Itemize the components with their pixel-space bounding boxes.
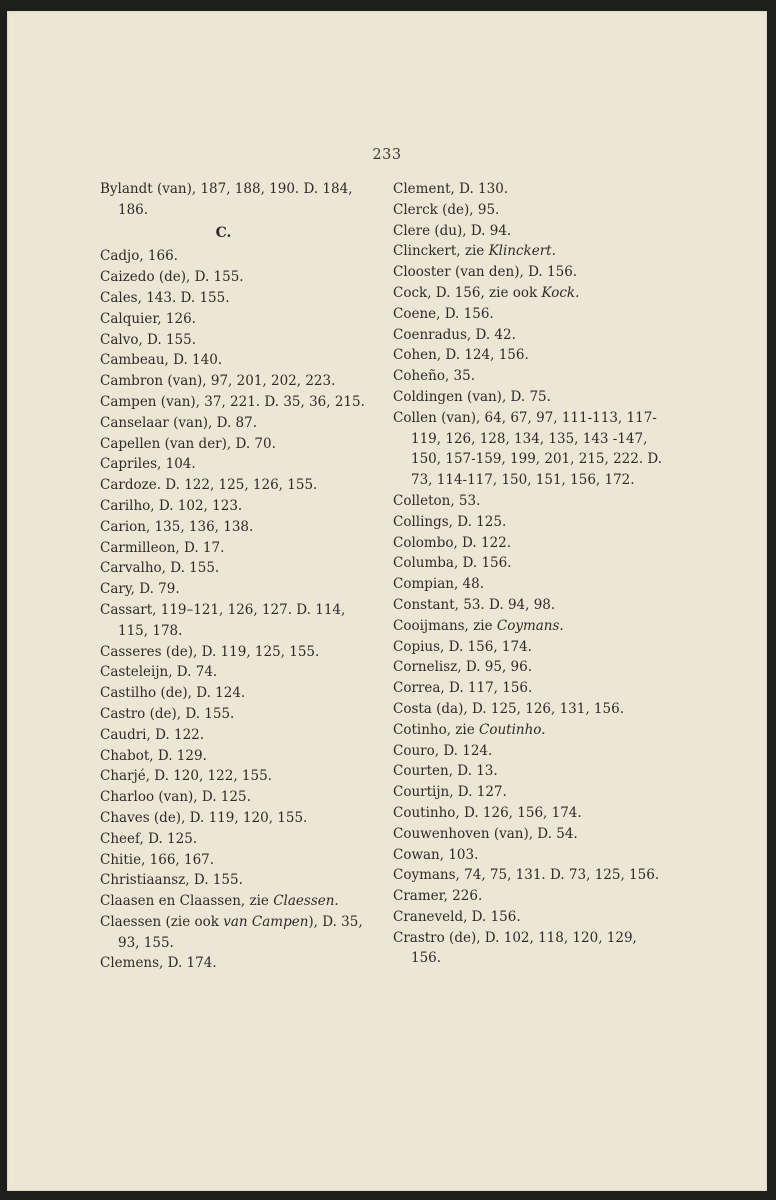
index-entry	[100, 246, 365, 267]
index-entry-text: Compian, 48.	[393, 576, 485, 593]
index-entry-text: Chitie, 166, 167.	[100, 851, 215, 868]
index-entry	[393, 616, 663, 637]
index-entry	[100, 517, 365, 538]
index-entry	[100, 870, 365, 891]
index-entry	[100, 309, 365, 330]
index-entry	[393, 720, 663, 741]
index-entry-crossref: Claessen.	[273, 893, 339, 910]
section-heading-c: C.	[215, 224, 232, 241]
index-entry	[100, 330, 365, 351]
index-entry	[393, 845, 663, 866]
index-entry-text: Capellen (van der), D. 70.	[100, 435, 276, 452]
index-entry	[393, 637, 663, 658]
index-entry-text: Cotinho, zie	[393, 721, 480, 738]
index-entry	[100, 725, 365, 746]
index-entry-text: Chaves (de), D. 119, 120, 155.	[100, 809, 308, 826]
index-entry-text: Clement, D. 130.	[393, 181, 509, 197]
index-entry	[393, 283, 663, 304]
index-entry	[393, 865, 663, 886]
index-entry-text: Collings, D. 125.	[393, 513, 507, 530]
index-entry-crossref: van Campen	[223, 913, 309, 930]
index-entry-text: Claessen (zie ook	[100, 913, 224, 930]
index-entry	[100, 891, 365, 912]
index-entry	[100, 350, 365, 371]
index-entry-text: Couro, D. 124.	[393, 742, 493, 759]
index-entry-text: Castilho (de), D. 124.	[100, 685, 246, 702]
index-entry	[100, 808, 365, 829]
index-entry-text: Carmilleon, D. 17.	[100, 539, 225, 556]
index-entry-text: Clooster (van den), D. 156.	[393, 264, 578, 281]
index-entry	[393, 803, 663, 824]
page-number: 233	[372, 147, 402, 163]
index-entry	[100, 850, 365, 871]
index-entry	[393, 761, 663, 782]
index-entry-text: Castro (de), D. 155.	[100, 705, 235, 722]
index-entry-text: Colleton, 53.	[393, 492, 481, 509]
index-entry	[393, 907, 663, 928]
index-entry-text: Colombo, D. 122.	[393, 534, 512, 551]
index-entry	[393, 699, 663, 720]
index-entry-text: Cramer, 226.	[393, 888, 483, 905]
index-entry	[100, 642, 365, 663]
index-entry-text: Clerck (de), 95.	[393, 201, 500, 218]
index-entry	[393, 262, 663, 283]
index-entry-text: Clinckert, zie	[393, 243, 489, 260]
index-entry-text: Copius, D. 156, 174.	[393, 638, 532, 655]
index-entry	[393, 387, 663, 408]
index-entry-text: Cock, D. 156, zie ook	[393, 284, 542, 301]
index-entry-text: Cadjo, 166.	[100, 248, 178, 265]
index-entry	[393, 782, 663, 803]
index-entries-left	[100, 246, 365, 974]
index-entry	[100, 683, 365, 704]
index-entry	[393, 553, 663, 574]
index-entry-text: Coutinho, D. 126, 156, 174.	[393, 804, 582, 821]
index-entry	[393, 741, 663, 762]
index-entry-text: Calvo, D. 155.	[100, 331, 197, 348]
index-entry-text: Carvalho, D. 155.	[100, 560, 220, 577]
index-entry	[100, 267, 365, 288]
index-entry	[100, 787, 365, 808]
index-entry-text: Cheef, D. 125.	[100, 830, 198, 847]
index-entry-text: Chabot, D. 129.	[100, 747, 207, 764]
index-entry	[100, 475, 365, 496]
index-entry-text: Coymans, 74, 75, 131. D. 73, 125, 156.	[393, 867, 660, 884]
index-entry-text: Crastro (de), D. 102, 118, 120, 129, 156.	[393, 929, 637, 967]
index-entry	[100, 454, 365, 475]
book-page	[7, 11, 767, 1191]
index-entry-text: Capriles, 104.	[100, 456, 196, 473]
index-entry-text: Couwenhoven (van), D. 54.	[393, 825, 578, 842]
index-column-right	[393, 179, 663, 969]
index-entry-text: Caudri, D. 122.	[100, 726, 205, 743]
index-entry-text: Cardoze. D. 122, 125, 126, 155.	[100, 477, 318, 494]
index-entry	[100, 288, 365, 309]
index-entry-text: Cales, 143. D. 155.	[100, 289, 230, 306]
index-entries-right	[393, 179, 663, 969]
index-entry	[100, 392, 365, 413]
index-entry-text: Carion, 135, 136, 138.	[100, 518, 254, 535]
index-entry-text: Bylandt (van), 187, 188, 190. D. 184, 186.	[100, 181, 353, 218]
index-entry	[100, 704, 365, 725]
index-entry	[393, 179, 663, 200]
index-entry	[100, 434, 365, 455]
index-entry-text: Claasen en Claassen, zie	[100, 893, 274, 910]
index-entry	[393, 533, 663, 554]
index-entry	[100, 496, 365, 517]
index-entry	[100, 371, 365, 392]
index-entry	[100, 829, 365, 850]
index-entry-text: Cambeau, D. 140.	[100, 352, 223, 369]
index-entry-text: Carilho, D. 102, 123.	[100, 497, 243, 514]
index-entry	[393, 657, 663, 678]
index-entry	[393, 824, 663, 845]
index-entry	[393, 678, 663, 699]
index-entry	[100, 413, 365, 434]
index-entry-text: Campen (van), 37, 221. D. 35, 36, 215.	[100, 393, 365, 410]
index-entry	[100, 662, 365, 683]
index-entry-text: Costa (da), D. 125, 126, 131, 156.	[393, 700, 624, 717]
index-entry	[100, 912, 365, 954]
index-entry	[393, 366, 663, 387]
index-entry-text: Cary, D. 79.	[100, 581, 180, 598]
index-entry	[393, 574, 663, 595]
index-entry-text: Charloo (van), D. 125.	[100, 789, 251, 806]
index-entry-text: Cohen, D. 124, 156.	[393, 347, 529, 364]
index-entry-text: Constant, 53. D. 94, 98.	[393, 596, 556, 613]
index-entry	[100, 179, 365, 221]
index-entry	[100, 746, 365, 767]
index-entry	[393, 928, 663, 970]
index-entry	[100, 558, 365, 579]
index-entry	[393, 325, 663, 346]
index-entry	[393, 200, 663, 221]
index-entry	[100, 953, 365, 974]
index-entry-text: Casseres (de), D. 119, 125, 155.	[100, 643, 320, 660]
index-entry-text: Courtijn, D. 127.	[393, 784, 507, 801]
index-entries-top	[100, 179, 365, 221]
index-entry-text-after: ), D. 35, 93, 155.	[118, 913, 363, 951]
index-entry-text: Coheño, 35.	[393, 368, 476, 385]
index-entry-text: Cambron (van), 97, 201, 202, 223.	[100, 373, 336, 390]
index-entry	[393, 304, 663, 325]
index-entry-text: Caizedo (de), D. 155.	[100, 269, 244, 286]
index-entry	[393, 241, 663, 262]
index-entry-text: Christiaansz, D. 155.	[100, 872, 243, 889]
index-entry	[100, 579, 365, 600]
index-entry	[393, 345, 663, 366]
index-column-left	[100, 179, 365, 974]
index-entry	[393, 221, 663, 242]
index-entry-text: Craneveld, D. 156.	[393, 908, 521, 925]
index-entry-text: Cowan, 103.	[393, 846, 479, 863]
index-entry	[393, 491, 663, 512]
index-entry-text: Cornelisz, D. 95, 96.	[393, 659, 533, 676]
index-entry	[393, 595, 663, 616]
index-entry	[393, 512, 663, 533]
index-entry-text: Clere (du), D. 94.	[393, 222, 512, 239]
index-entry-text: Correa, D. 117, 156.	[393, 680, 533, 697]
index-entry-crossref: Coutinho.	[479, 721, 546, 738]
index-entry-text: Columba, D. 156.	[393, 555, 512, 572]
index-entry	[393, 408, 663, 491]
index-entry-text: Calquier, 126.	[100, 310, 196, 327]
index-entry-text: Clemens, D. 174.	[100, 955, 217, 972]
index-entry-text: Cassart, 119–121, 126, 127. D. 114, 115, 178.	[100, 601, 346, 639]
index-entry	[100, 600, 365, 642]
index-entry	[393, 886, 663, 907]
index-entry	[100, 538, 365, 559]
index-entry-crossref: Kock.	[541, 284, 580, 301]
index-entry-text: Courten, D. 13.	[393, 763, 498, 780]
index-entry-text: Coldingen (van), D. 75.	[393, 388, 551, 405]
index-entry-text: Canselaar (van), D. 87.	[100, 414, 258, 431]
index-entry-text: Charjé, D. 120, 122, 155.	[100, 768, 272, 785]
index-entry-text: Casteleijn, D. 74.	[100, 664, 218, 681]
index-entry-text: Coenradus, D. 42.	[393, 326, 516, 343]
index-entry-text: Coene, D. 156.	[393, 305, 494, 322]
index-entry-crossref: Coymans.	[496, 617, 564, 634]
index-entry	[100, 766, 365, 787]
index-entry-text: Collen (van), 64, 67, 97, 111-113, 117-119, 126, 128, 134, 135, 143 -147, 150, 157-159, 199, 201, 215, 222. D. 73, 114-117, 150, 151, 156, 172.	[393, 409, 663, 489]
index-entry-crossref: Klinckert.	[488, 243, 556, 260]
index-entry-text: Cooijmans, zie	[393, 617, 497, 634]
